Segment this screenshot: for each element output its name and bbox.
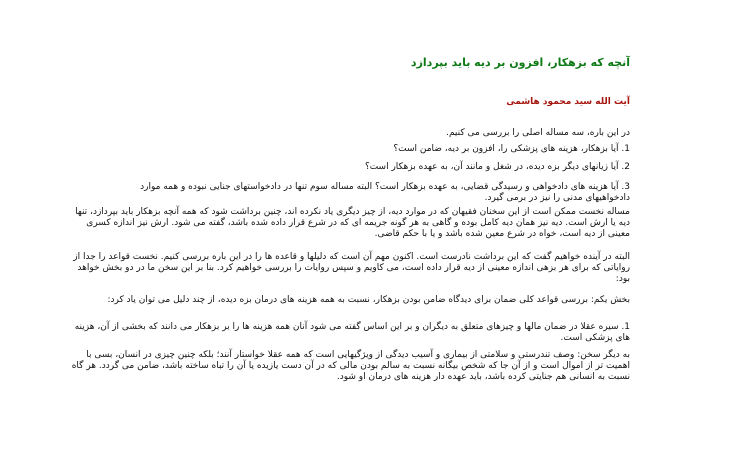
article-title: آنچه که بزهکار، افزون بر دیه باید بپردازد [410,56,630,69]
paragraph-reason-1: 1. سیره عقلا در ضمان مالها و چیزهای متعلق به دیگران و بر این اساس گفته می شود آنان همه هزینه ها را بر بزهکار می دانند که بخشی از آن، هزینه های پزشکی است. [74,322,630,343]
paragraph-other-words: به دیگر سخن: وصف تندرستی و سلامتی از بیماری و آسیب دیدگی از ویژگیهایی است که همه عقلا خواستار آنند؛ بلکه چنین چیزی در انسان، بسی با اهمیت تر از اموال است و از آن جا که شخص بیگانه نسبت به سالم بودن مالی که در آن دست یازیده یا آن را تباه ساخته باشد، ضامن می گردد. هر گاه نسبت به انسانی هم جنایتی کرده باشد، باید عهده دار هزینه های درمان او شود. [71,350,630,382]
paragraph-first-issue: مساله نخست ممکن است از این سخنان فقیهان که در موارد دیه، از چیز دیگری یاد نکرده اند، چنین برداشت شود که همه آنچه بزهکار باید بپردازد، تنها دیه یا ارش است. دیه نیز همان دیه کامل بوده و گاهی به هر گونه جریمه ای که در شرع قرار داده شده باشد، گفته می شود. ارش نیز اندازه کسری معینی از دیه است، خواه در شرع معین شده باشد و یا با حکم قاضی. [75,207,630,239]
paragraph-question-2: 2. آیا زیانهای دیگر بزه دیده، در شغل و مانند آن، به عهده بزهکار است؟ [364,162,630,172]
paragraph-question-3: 3. آیا هزینه های دادخواهی و رسیدگی قضایی، به عهده بزهکار است؟ البته مساله سوم تنها در دادخواستهای جنایی نبوده و همه موارد دادخواهیهای مدنی را نیز در برمی گیرد. [140,182,630,203]
paragraph-question-1: 1. آیا بزهکار، هزینه های پزشکی را، افزون بر دیه، ضامن است؟ [393,144,630,154]
author-name: آیت الله سید محمود هاشمی [506,97,630,107]
paragraph-method: البته در آینده خواهیم گفت که این برداشت نادرست است. اکنون مهم آن است که دلیلها و قاعده ها را در این باره بررسی کنیم. نخست قواعد را جدا از روایاتی که برای هر بزهی اندازه معینی از دیه قرار داده است، می کاویم و سپس روایات را بررسی خواهیم کرد. بنا بر این سخن ما در دو بخش خواهد بود: [73,252,630,284]
paragraph-section-one: بخش یکم: بررسی قواعد کلی ضمان برای دیدگاه ضامن بودن بزهکار، نسبت به همه هزینه های درمان بزه دیده، از چند دلیل می توان یاد کرد: [107,295,630,305]
paragraph-intro: در این باره، سه مساله اصلی را بررسی می کنیم. [446,128,630,138]
